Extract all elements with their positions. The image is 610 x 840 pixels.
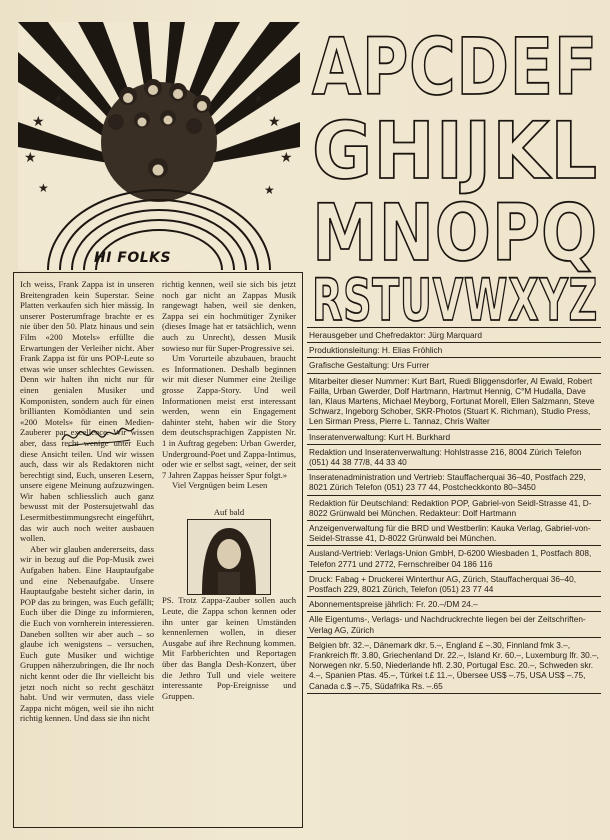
alphabet-row-3: MNOPQ bbox=[312, 189, 598, 279]
svg-text:★: ★ bbox=[38, 181, 49, 195]
alphabet-row-2: GHIJKL bbox=[312, 107, 598, 197]
editorial-left-column bbox=[20, 279, 154, 724]
impressum-line: Grafische Gestaltung: Urs Furrer bbox=[309, 360, 430, 371]
ps-paragraph: PS. Trotz Zappa-Zauber sollen auch Leute, die Zappa schon kennen oder ihn unter gar keinen Umständen kennenlernen wollen, in dieser Ausgabe auf ihre Rechnung kommen. Mit Farbberichten und Reportagen über das Bangla Desh-Konzert, über die Jethro Tull und viele weitere interessante Pop-Ereignisse und Gruppen. bbox=[162, 595, 296, 701]
impressum-line: Druck: Fabag + Druckerei Winterthur AG, Zürich, Stauffacherquai 36–40, Postfach 229, 8021 Zürich, Telefon (051) 23 77 44 bbox=[309, 573, 577, 595]
impressum bbox=[307, 327, 601, 694]
svg-text:★: ★ bbox=[24, 151, 37, 166]
alphabet-row-4: RSTUVWXYZ bbox=[312, 266, 598, 332]
svg-text:★: ★ bbox=[268, 115, 281, 130]
impressum-line: Alle Eigentums-, Verlags- und Nachdruckrechte liegen bei der Zeitschriften-Verlag AG, Zürich bbox=[309, 614, 586, 635]
impressum-line: Mitarbeiter dieser Nummer: Kurt Bart, Ruedi Bliggensdorfer, Al Ewald, Robert Failla, Urban Gwerder, Dolf Hartmann, Hartmut Hennig, C°M Hudalla, Dave Ian, Klaus Martens, Michael Meyborg, Fortunat Morell, Ellen Salzmann, Steve Schwarz, Ingeborg Schober, SKR-Photos (Stuart K. Richman), Studio Press, Len Sirman Press, Pierre L. Tannaz, Chris Walter bbox=[309, 375, 595, 427]
sunburst-graphic bbox=[18, 22, 300, 270]
editorial-closing: Viel Vergnügen beim Lesen bbox=[172, 480, 268, 491]
impressum-line: Produktionsleitung: H. Elias Fröhlich bbox=[309, 345, 443, 356]
aufbald-label: Auf bald bbox=[213, 506, 245, 517]
impressum-line: Herausgeber und Chefredaktor: Jürg Marquard bbox=[309, 330, 482, 340]
impressum-line: Abonnementspreise jährlich: Fr. 20.–/DM 24.– bbox=[309, 599, 478, 610]
hi-folks-logo: HI FOLKS bbox=[94, 250, 172, 266]
impressum-line: Anzeigenverwaltung für die BRD und Westberlin: Kauka Verlag, Gabriel-von-Seidel-Strasse 41, D-8022 Grünwald bei München. bbox=[309, 523, 591, 544]
impressum-line: Inseratenverwaltung: Kurt H. Burkhard bbox=[309, 431, 451, 442]
editorial-paragraph: Aber wir glauben andererseits, dass wir in bezug auf die Pop-Musik zwei Aufgaben haben. Eine Hauptaufgabe und eine Nebenaufgabe. Unsere Hauptaufgabe besteht sicher darin, in POP das zu bringen, was Euch gefällt; Euch über die Dinge zu informieren, die Euch von vornherein interessieren. Daneben sollten wir aber auch – so glaube ich wenigstens – versuchen, Euch gute Musiker und wichtige Gruppen näherzubringen, die Ihr noch nicht kennt oder die Ihr vielleicht bis jetzt noch nicht so recht geschätzt habt. Und wir vermuten, dass viele Zappa nicht mögen, weil sie ihn nicht richtig kennen. Und dass sie ihn nicht bbox=[20, 543, 154, 724]
impressum-line: Inseratenadministration und Vertrieb: Stauffacherquai 36–40, Postfach 229, 8021 Zürich Telefon (051) 23 77 44, Postcheckkonto 80–3450 bbox=[309, 472, 586, 493]
svg-text:★: ★ bbox=[254, 94, 263, 105]
impressum-line: Redaktion und Inseratenverwaltung: Hohlstrasse 216, 8004 Zürich Telefon (051) 44 38 77/8, 44 33 40 bbox=[309, 446, 582, 468]
svg-text:★: ★ bbox=[264, 183, 275, 197]
svg-text:★: ★ bbox=[54, 94, 63, 105]
impressum-line: Ausland-Vertrieb: Verlags-Union GmbH, D-6200 Wiesbaden 1, Postfach 808, Telefon 2771 und 2772, Fernschreiber 04 186 116 bbox=[309, 548, 592, 569]
impressum-line: Belgien bfr. 32.–, Dänemark dkr. 5.–, England £ –.30, Finnland fmk 3.–, Frankreich ffr. 3.80, Griechenland Dr. 22.–, Island Kr. 60.–, Luxemburg lfr. 30.–, Norwegen nkr. 5.50, Niederlande hfl. 2.30, Portugal Esc. 20.–, Schweden skr. 4.–, Spanien Ptas. 45.–, Türkei t.£ 11.–, Übersee US$ –.75, USA US$ –.75, Canada c.$ –.75, Südafrika Rs. –.65 bbox=[309, 639, 599, 691]
signature bbox=[58, 416, 138, 452]
editorial-paragraph: richtig kennen, weil sie sich bis jetzt noch gar nicht an Zappas Musik rangewagt haben, weil sie denken, Zappa sei ein hochmütiger Zyniker (dieses Image hat er tatsächlich, wenn auch zu Unrecht), dessen Musik sowieso nur für Super-Progressive sei. bbox=[162, 279, 296, 353]
hero-illustration bbox=[18, 22, 300, 270]
editorial-box bbox=[13, 272, 303, 828]
svg-text:★: ★ bbox=[32, 115, 45, 130]
alphabet-graphic bbox=[308, 22, 602, 332]
editorial-paragraph: Um Vorurteile abzubauen, braucht es Informationen. Deshalb beginnen wir mit dieser Nummer eine 2teilige grosse Zappa-Story. Und weil Informationen meist erst interessant werden, wenn ein Engagement dahinter steht, haben wir die Story dem deutschsprachigen Zappisten Nr. 1 in Auftrag gegeben: Urban Gwerder, Underground-Poet und Zappa-Intimus, oder wie er selbst sagt, «einer, der seit 7 Jahren Zappas heisser Spur folgt.» bbox=[162, 353, 296, 480]
editorial-paragraph: Ich weiss, Frank Zappa ist in unseren Breitengraden kein Superstar. Seine Platten verkaufen sich hier mässig. In unserer Posterumfrage brachte er es nie über den 50. Platz hinaus und sein Film «200 Motels» erfüllte die Erwartungen der Verleiher nicht. Aber Frank Zappa ist für uns POP-Leute so etwas wie unser schlechtes Gewissen. Denn wir halten ihn nicht nur für einen genialen Musiker und Komponisten, sondern auch für einen brillianten Komödianten und sein «200 Motels» für einen Medien-Zauberer par excellence. Wir wissen aber, dass recht wenige unter Euch diese Ansicht teilen. Und wir wissen auch, dass wir als Redaktoren nicht berechtigt sind, Euch, unseren Lesern, unsere eigene Meinung aufzuzwingen. Wir haben schliesslich auch ganz bewusst mit der Postersujetwahl das Lesermitbestimmungsrecht eingeführt, das wir auch noch weiter ausbauen wollen. bbox=[20, 279, 154, 544]
svg-text:★: ★ bbox=[280, 151, 293, 166]
impressum-line: Redaktion für Deutschland: Redaktion POP, Gabriel-von Seidl-Strasse 41, D-8022 Grünwald bei München. Redakteur: Dolf Hartmann bbox=[309, 497, 592, 518]
editorial-right-column bbox=[162, 279, 296, 701]
alphabet-row-1: APCDEF bbox=[312, 23, 598, 113]
editor-portrait bbox=[187, 519, 271, 595]
